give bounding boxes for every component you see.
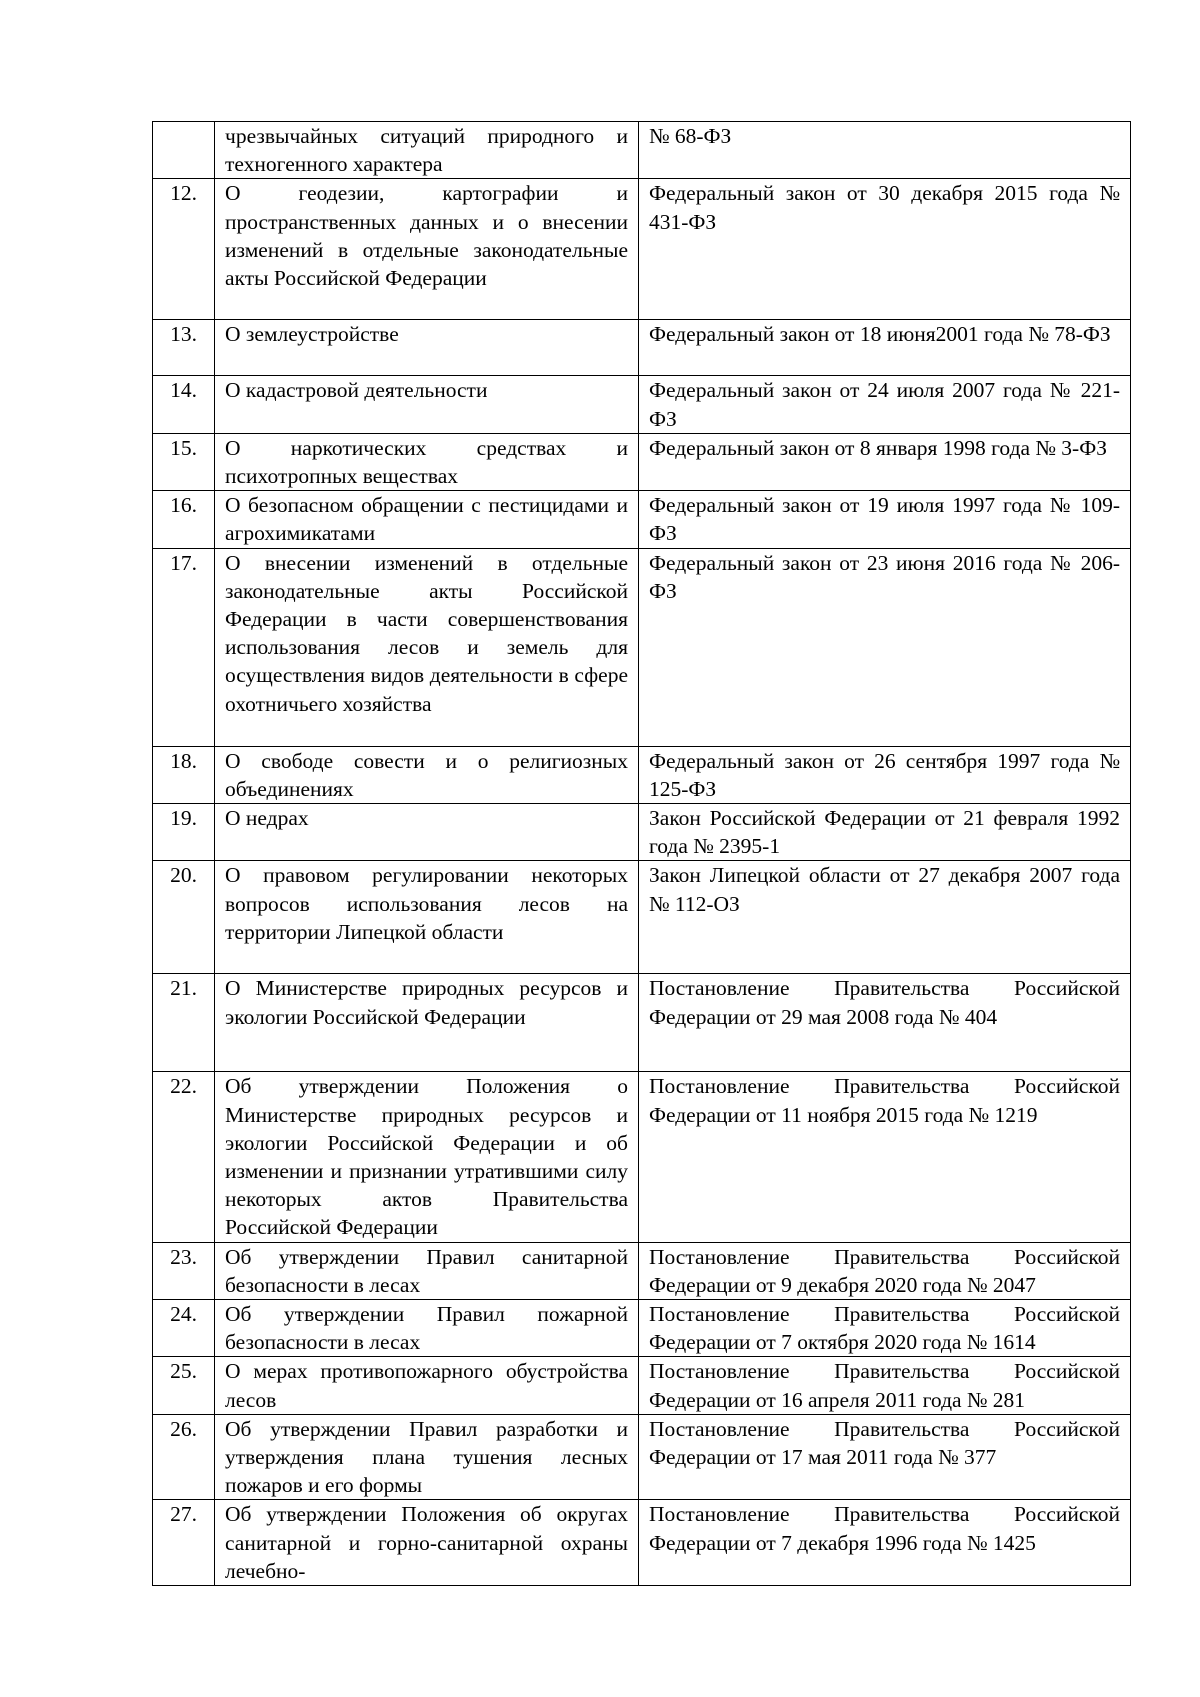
table-row bbox=[153, 179, 1131, 320]
act-reference: Постановление Правительства Российской Федерации от 7 октября 2020 года № 1614 bbox=[639, 1300, 1131, 1357]
table-row bbox=[153, 1414, 1131, 1500]
table-row bbox=[153, 491, 1131, 548]
table-row bbox=[153, 1500, 1131, 1586]
act-title: О свободе совести и о религиозных объединениях bbox=[215, 746, 639, 803]
act-reference: Постановление Правительства Российской Федерации от 29 мая 2008 года № 404 bbox=[639, 974, 1131, 1072]
table-row bbox=[153, 1072, 1131, 1242]
act-title: Об утверждении Правил пожарной безопасности в лесах bbox=[215, 1300, 639, 1357]
act-title: О геодезии, картографии и пространственных данных и о внесении изменений в отдельные законодательные акты Российской Федерации bbox=[215, 179, 639, 320]
legal-acts-table-body bbox=[153, 122, 1131, 1586]
row-number: 23. bbox=[153, 1242, 215, 1299]
legal-acts-table bbox=[152, 121, 1131, 1586]
act-reference: Закон Липецкой области от 27 декабря 2007 года № 112-ОЗ bbox=[639, 861, 1131, 974]
act-reference: Закон Российской Федерации от 21 февраля 1992 года № 2395-1 bbox=[639, 804, 1131, 861]
table-row bbox=[153, 548, 1131, 746]
table-row bbox=[153, 1357, 1131, 1414]
row-number: 24. bbox=[153, 1300, 215, 1357]
act-title: О кадастровой деятельности bbox=[215, 376, 639, 433]
table-row bbox=[153, 861, 1131, 974]
row-number: 16. bbox=[153, 491, 215, 548]
act-reference: Постановление Правительства Российской Федерации от 11 ноября 2015 года № 1219 bbox=[639, 1072, 1131, 1242]
act-reference: Федеральный закон от 30 декабря 2015 года № 431-ФЗ bbox=[639, 179, 1131, 320]
table-row bbox=[153, 804, 1131, 861]
table-row bbox=[153, 746, 1131, 803]
act-title: О наркотических средствах и психотропных веществах bbox=[215, 433, 639, 490]
row-number: 21. bbox=[153, 974, 215, 1072]
act-title: Об утверждении Правил разработки и утверждения плана тушения лесных пожаров и его формы bbox=[215, 1414, 639, 1500]
act-title: О внесении изменений в отдельные законодательные акты Российской Федерации в части совершенствования использования лесов и земель для осуществления видов деятельности в сфере охотничьего хозяйства bbox=[215, 548, 639, 746]
act-title: О Министерстве природных ресурсов и экологии Российской Федерации bbox=[215, 974, 639, 1072]
act-title: О землеустройстве bbox=[215, 320, 639, 376]
act-title: О недрах bbox=[215, 804, 639, 861]
act-reference: Федеральный закон от 8 января 1998 года № 3-ФЗ bbox=[639, 433, 1131, 490]
act-reference: Федеральный закон от 19 июля 1997 года № 109-ФЗ bbox=[639, 491, 1131, 548]
act-title: чрезвычайных ситуаций природного и техногенного характера bbox=[215, 122, 639, 179]
table-row bbox=[153, 1300, 1131, 1357]
act-title: Об утверждении Правил санитарной безопасности в лесах bbox=[215, 1242, 639, 1299]
table-row bbox=[153, 376, 1131, 433]
table-row bbox=[153, 1242, 1131, 1299]
row-number bbox=[153, 122, 215, 179]
table-row bbox=[153, 433, 1131, 490]
act-reference: Федеральный закон от 24 июля 2007 года № 221-ФЗ bbox=[639, 376, 1131, 433]
act-reference: Федеральный закон от 26 сентября 1997 года № 125-ФЗ bbox=[639, 746, 1131, 803]
act-reference: Федеральный закон от 18 июня2001 года № 78-ФЗ bbox=[639, 320, 1131, 376]
row-number: 12. bbox=[153, 179, 215, 320]
row-number: 18. bbox=[153, 746, 215, 803]
row-number: 19. bbox=[153, 804, 215, 861]
row-number: 27. bbox=[153, 1500, 215, 1586]
act-title: О мерах противопожарного обустройства лесов bbox=[215, 1357, 639, 1414]
row-number: 26. bbox=[153, 1414, 215, 1500]
act-reference: Постановление Правительства Российской Федерации от 16 апреля 2011 года № 281 bbox=[639, 1357, 1131, 1414]
table-row bbox=[153, 974, 1131, 1072]
row-number: 15. bbox=[153, 433, 215, 490]
act-reference: № 68-ФЗ bbox=[639, 122, 1131, 179]
row-number: 13. bbox=[153, 320, 215, 376]
act-title: Об утверждении Положения об округах санитарной и горно-санитарной охраны лечебно- bbox=[215, 1500, 639, 1586]
row-number: 14. bbox=[153, 376, 215, 433]
row-number: 22. bbox=[153, 1072, 215, 1242]
row-number: 20. bbox=[153, 861, 215, 974]
act-title: О правовом регулировании некоторых вопросов использования лесов на территории Липецкой области bbox=[215, 861, 639, 974]
act-reference: Федеральный закон от 23 июня 2016 года № 206-ФЗ bbox=[639, 548, 1131, 746]
act-title: О безопасном обращении с пестицидами и агрохимикатами bbox=[215, 491, 639, 548]
row-number: 25. bbox=[153, 1357, 215, 1414]
act-title: Об утверждении Положения о Министерстве природных ресурсов и экологии Российской Федерации и об изменении и признании утратившими силу некоторых актов Правительства Российской Федерации bbox=[215, 1072, 639, 1242]
act-reference: Постановление Правительства Российской Федерации от 17 мая 2011 года № 377 bbox=[639, 1414, 1131, 1500]
row-number: 17. bbox=[153, 548, 215, 746]
act-reference: Постановление Правительства Российской Федерации от 9 декабря 2020 года № 2047 bbox=[639, 1242, 1131, 1299]
act-reference: Постановление Правительства Российской Федерации от 7 декабря 1996 года № 1425 bbox=[639, 1500, 1131, 1586]
table-row bbox=[153, 320, 1131, 376]
table-row bbox=[153, 122, 1131, 179]
